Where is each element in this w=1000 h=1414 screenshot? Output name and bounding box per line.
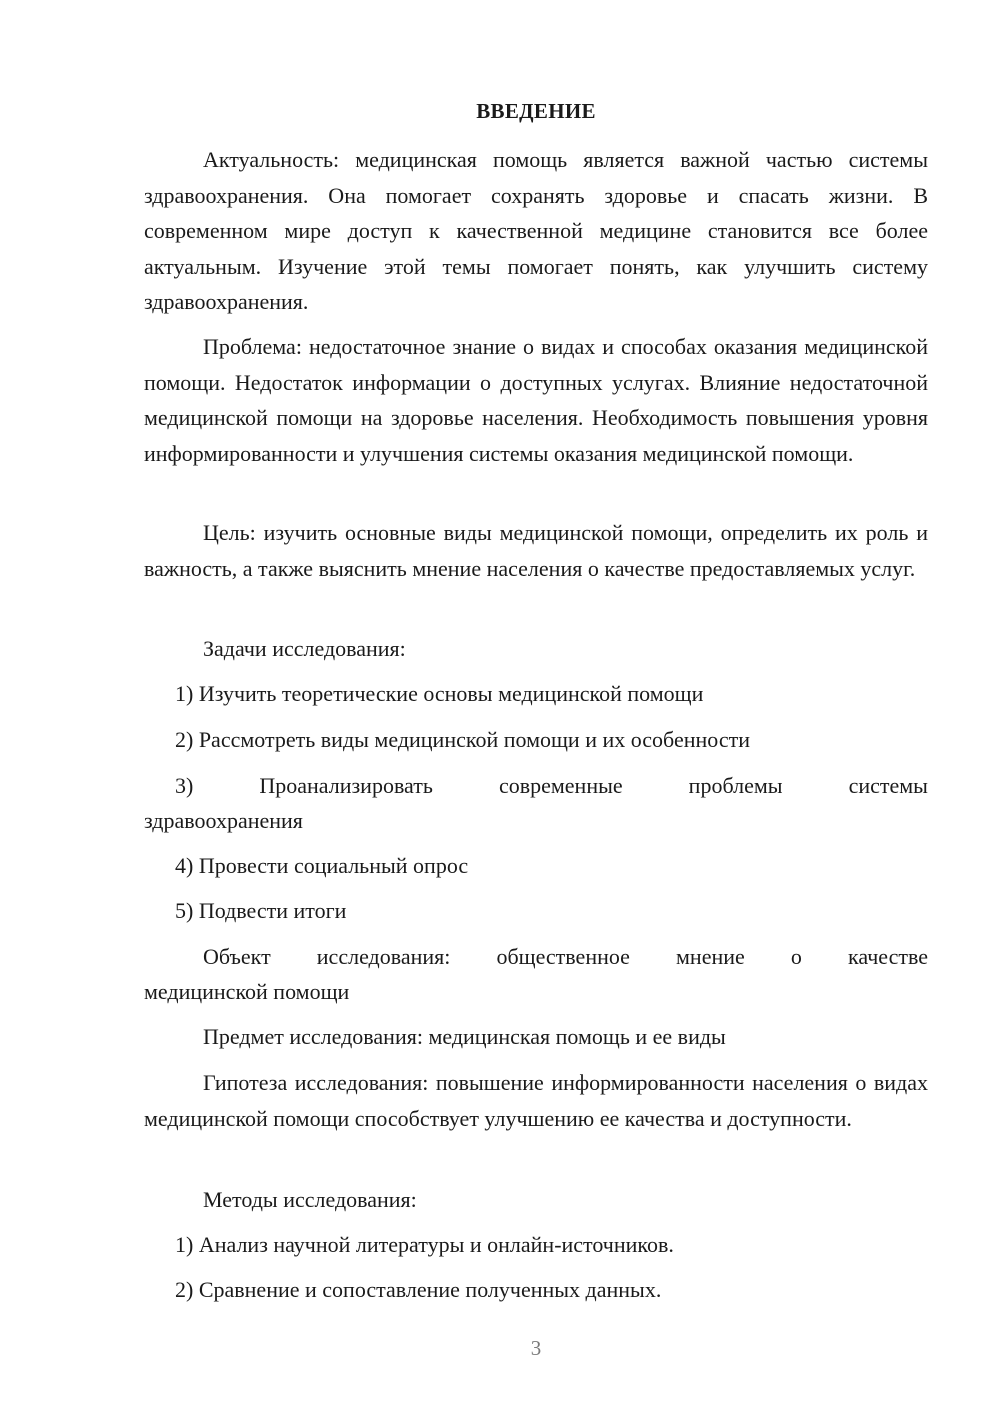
object-word: качестве	[847, 944, 928, 969]
problem-paragraph: Проблема: недостаточное знание о видах и способах оказания медицинской помощи. Недостаток информации о доступных услугах. Влияние недостаточной медицинской помощи на здоровье населения. Необходимость повышения уровня информированности и улучшения системы оказания медицинской помощи.	[144, 334, 928, 466]
object-first-line	[144, 939, 928, 975]
tasks-label: Задачи исследования:	[203, 636, 406, 661]
goal-paragraph: Цель: изучить основные виды медицинской помощи, определить их роль и важность, а также выяснить мнение населения о качестве предоставляемых услуг.	[144, 520, 928, 581]
task-item-3-word: Проанализировать	[259, 773, 433, 798]
object-word: о	[790, 944, 802, 969]
hypothesis-paragraph: Гипотеза исследования: повышение информированности населения о видах медицинской помощи способствует улучшению ее качества и доступности.	[144, 1070, 928, 1131]
task-item-5: 5) Подвести итоги	[175, 898, 347, 923]
task-item-4: 4) Провести социальный опрос	[175, 853, 469, 878]
task-item-1: 1) Изучить теоретические основы медицинской помощи	[175, 681, 704, 706]
document-page	[144, 0, 928, 1414]
object-word: мнение	[676, 944, 745, 969]
task-item-3-word: современные	[498, 773, 623, 798]
subject-line: Предмет исследования: медицинская помощь и ее виды	[203, 1024, 726, 1049]
object-word: Объект	[203, 944, 271, 969]
task-item-2: 2) Рассмотреть виды медицинской помощи и их особенности	[175, 727, 750, 752]
method-item-1: 1) Анализ научной литературы и онлайн-источников.	[175, 1232, 674, 1257]
page-title: ВВЕДЕНИЕ	[476, 99, 596, 123]
page-number: 3	[530, 1336, 542, 1360]
task-item-3-continuation: здравоохранения	[144, 808, 303, 833]
methods-label: Методы исследования:	[203, 1187, 417, 1212]
method-item-2: 2) Сравнение и сопоставление полученных данных.	[175, 1277, 662, 1302]
task-item-3-word: проблемы	[688, 773, 783, 798]
task-item-3-word: 3)	[175, 773, 194, 798]
relevance-paragraph: Актуальность: медицинская помощь является важной частью системы здравоохранения. Она помогает сохранять здоровье и спасать жизни. В современном мире доступ к качественной медицине становится все более актуальным. Изучение этой темы помогает понять, как улучшить систему здравоохранения.	[144, 147, 928, 314]
object-word: исследования:	[316, 944, 451, 969]
task-item-3-word: системы	[848, 773, 928, 798]
task-item-3-first-line	[144, 768, 928, 804]
object-continuation: медицинской помощи	[144, 979, 350, 1004]
object-word: общественное	[496, 944, 630, 969]
